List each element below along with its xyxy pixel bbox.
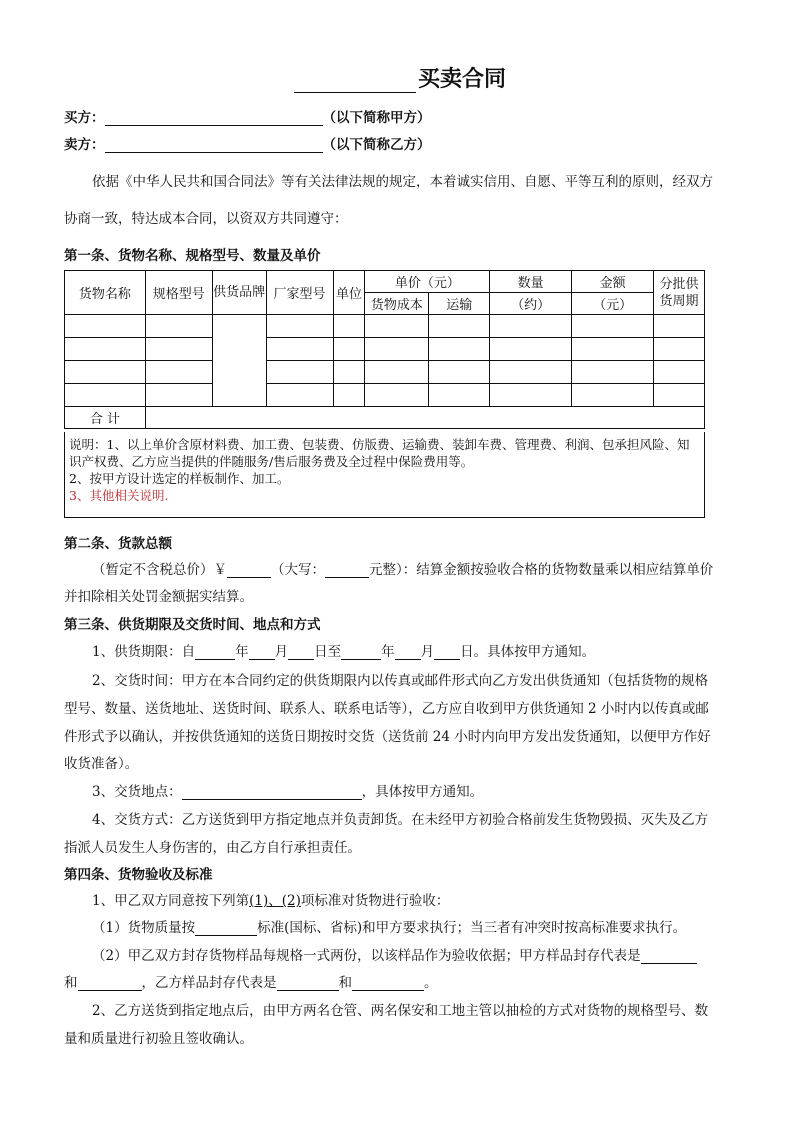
start-day-blank[interactable] [288, 645, 314, 660]
col-header-amount: 金额 [572, 271, 654, 293]
end-year-blank[interactable] [341, 645, 381, 660]
article3-method-1: 4、交货方式：乙方送货到甲方指定地点并负责卸货。在未经甲方初验合格前发生货物毁损、灭失及乙方 [92, 812, 709, 828]
seller-rep-2-blank[interactable] [352, 976, 424, 991]
note-1: 说明：1、以上单价含原材料费、加工费、包装费、仿版费、运输费、装卸车费、管理费、利润、包承担风险、知识产权费、乙方应当提供的伴随服务/售后服务费及全过程中保险费用等。 [69, 437, 690, 469]
col-header-name: 货物名称 [65, 271, 146, 315]
article3-period: 1、供货期限：自 年 月 日至 年 月 日。具体按甲方通知。 [92, 644, 596, 660]
article2-line-2: 并扣除相关处罚金额据实结算。 [64, 589, 253, 605]
buyer-line [64, 106, 431, 126]
article3-delivery-time-1: 2、交货时间：甲方在本合同约定的供货期限内以传真或邮件形式向乙方发出供货通知（包括货物的规格 [92, 673, 709, 689]
total-label: 合 计 [65, 407, 146, 429]
article3-delivery-time-4: 收货准备）。 [64, 756, 139, 772]
col-header-unit: 单位 [333, 271, 365, 315]
article4-item-1-2: （2）甲乙双方封存货物样品每规格一式两份，以该样品作为验收依据；甲方样品封存代表是 [92, 944, 697, 964]
article4-item-1-2-cont: 和 ，乙方样品封存代表是 和 。 [64, 975, 438, 991]
buyer-blank[interactable] [105, 111, 323, 126]
article2-heading: 第二条、货款总额 [64, 536, 172, 552]
note-2: 2、按甲方设计选定的样板制作、加工。 [69, 471, 290, 486]
buyer-label: 买方： [64, 110, 105, 126]
article3-method-2: 指派人员发生人身伤害的，由乙方自行承担责任。 [64, 840, 361, 856]
title-text: 买卖合同 [417, 66, 506, 92]
col-header-spec: 规格型号 [145, 271, 212, 315]
quality-standard-blank[interactable] [195, 921, 257, 936]
end-day-blank[interactable] [434, 645, 460, 660]
article1-heading: 第一条、货物名称、规格型号、数量及单价 [64, 248, 321, 264]
seller-label: 卖方： [64, 137, 105, 153]
buyer-rep-2-blank[interactable] [78, 976, 142, 991]
col-header-brand: 供货品牌 [212, 271, 266, 315]
intro-line-1: 依据《中华人民共和国合同法》等有关法律法规的规定，本着诚实信用、自愿、平等互利的原则，经双方 [92, 174, 713, 190]
col-header-amount-sub: （元） [572, 293, 654, 315]
article3-delivery-time-3: 件形式予以确认，并按供货通知的送货日期按时交货（送货前 24 小时内向甲方发出发货通知，以便甲方作好 [64, 729, 711, 745]
seller-rep-1-blank[interactable] [277, 976, 339, 991]
title-blank[interactable] [294, 70, 416, 93]
brand-merged-cell[interactable] [212, 315, 266, 407]
contract-title [0, 62, 800, 93]
col-header-period: 分批供货周期 [654, 271, 705, 315]
goods-table [64, 270, 705, 429]
selected-standards[interactable]: (1)、(2) [249, 893, 301, 909]
col-header-transport: 运输 [429, 293, 490, 315]
article4-item-2-2: 量和质量进行初验且签收确认。 [64, 1031, 253, 1047]
article4-item-2-1: 2、乙方送货到指定地点后，由甲方两名仓管、两名保安和工地主管以抽检的方式对货物的规格型号、数 [92, 1003, 709, 1019]
col-header-price: 单价（元） [365, 271, 490, 293]
buyer-note: （以下简称甲方） [322, 110, 431, 126]
col-header-qty-sub: （约） [490, 293, 572, 315]
article3-delivery-time-2: 型号、数量、送货地址、送货时间、联系人、联系电话等），乙方应自收到甲方供货通知 2 小时内以传真或邮 [64, 701, 709, 717]
buyer-rep-1-blank[interactable] [641, 949, 697, 964]
total-price-blank[interactable] [227, 563, 271, 578]
article4-item-1-1: （1）货物质量按 标准(国标、省标)和甲方要求执行；当三者有冲突时按高标准要求执行。 [92, 920, 687, 936]
total-value[interactable] [145, 407, 704, 429]
article2-line-1: （暂定不含税总价）￥ （大写： 元整）：结算金额按验收合格的货物数量乘以相应结算单价 [92, 562, 714, 578]
col-header-cost: 货物成本 [365, 293, 429, 315]
start-year-blank[interactable] [195, 645, 235, 660]
col-header-qty: 数量 [490, 271, 572, 293]
start-month-blank[interactable] [249, 645, 275, 660]
table-row [65, 384, 705, 407]
table-notes [64, 432, 705, 518]
col-header-model: 厂家型号 [266, 271, 333, 315]
seller-line [64, 133, 431, 153]
table-row [65, 361, 705, 384]
article3-location: 3、交货地点： ，具体按甲方通知。 [92, 784, 484, 800]
table-row [65, 338, 705, 361]
article4-item-1: 1、甲乙双方同意按下列第(1)、(2)项标准对货物进行验收： [92, 893, 450, 909]
note-3: 3、其他相关说明. [69, 488, 169, 503]
intro-line-2: 协商一致，特达成本合同，以资双方共同遵守： [64, 211, 348, 227]
end-month-blank[interactable] [395, 645, 421, 660]
total-words-blank[interactable] [325, 563, 369, 578]
article4-heading: 第四条、货物验收及标准 [64, 867, 213, 883]
table-row [65, 315, 705, 338]
seller-note: （以下简称乙方） [322, 137, 431, 153]
total-row [65, 407, 705, 429]
delivery-location-blank[interactable] [182, 785, 362, 800]
article3-heading: 第三条、供货期限及交货时间、地点和方式 [64, 617, 321, 633]
seller-blank[interactable] [105, 138, 323, 153]
